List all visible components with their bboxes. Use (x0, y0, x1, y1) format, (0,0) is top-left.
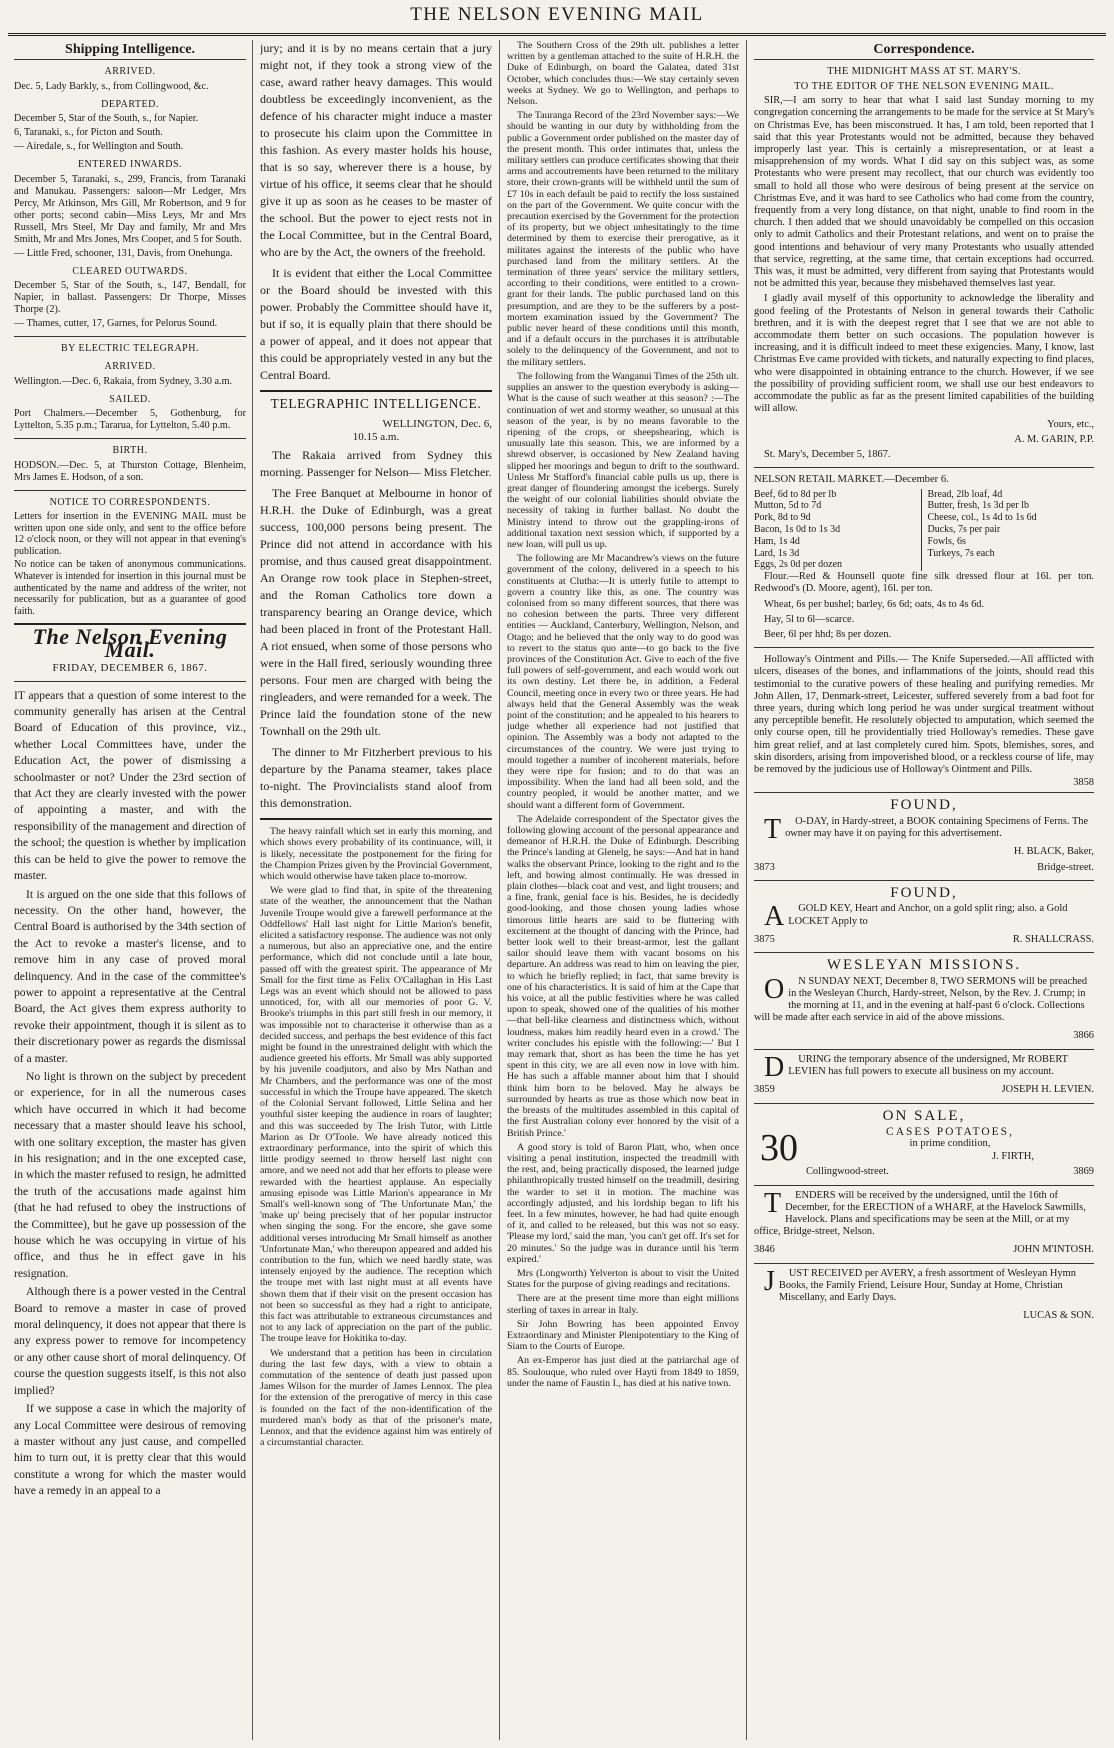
drop-cap: O (764, 973, 785, 1005)
notice-heading: NOTICE TO CORRESPONDENTS. (49, 496, 211, 508)
letter-title: THE MIDNIGHT MASS AT ST. MARY'S. (827, 66, 1021, 78)
avery-advert (754, 1263, 1094, 1329)
news-paragraph: The Adelaide correspondent of the Spectator gives the following glowing account of the personal appearance and demeanor of H.R.H. the Duke of Edinburgh. Describing the Prince's landing at Glenelg, he says:—And hat in hand walks the observant Prince, looking to the right and to the left, and bowing almost continually. He was dressed in plain clothes—black coat and vest, and light trousers; and a fine, frank, genial face is his. Besides, he is decidedly good-looking, and those chosen young ladies whose timorous little hearts are said to be fluttering with excitement at the thought of dancing with the Prince, had better look well to their breast-armor, lest the gallant sailor should leave them with vacant bosoms on his departure. An address was read to him on leaving the pier, to which he briefly replied; in fact, that same brevity is one of his characteristics. It is said of him at the Cape that his voice, at all the public festivities where he was called upon to speak, showed one of the qualities of his mother—that bell-like clearness and distinctness which, without loudness, makes him readily heard even in a crowd.' The writer concludes his epistle with the following:—' But I may remark that, short as has been the time he has yet spent in this city, we are all even now in love with him. He has such a affable manner about him that I should think him born to be beloved. May he always be surrounded by hearts as true as those which now beat in the breasts of the multitudes assembled in this capital of the first Australian colony ever honored by the visit of a British Prince.' (507, 813, 739, 1139)
advert-number: 3869 (1073, 1166, 1094, 1178)
market-item: Bread, 2lb loaf, 4d (927, 488, 1003, 500)
local-notes (260, 826, 492, 1448)
shipping-entry: — Little Fred, schooner, 131, Davis, from Onehunga. (14, 247, 233, 259)
advert-footer (754, 862, 1094, 874)
market-prices-left (754, 489, 921, 572)
arrived-heading: ARRIVED. (104, 361, 156, 373)
shipping-entry: 6, Taranaki, s., for Picton and South. (14, 127, 163, 139)
entered-heading: ENTERED INWARDS. (77, 159, 183, 171)
advert-footer (806, 1166, 1094, 1178)
market-note: Flour.—Red & Hounsell quote fine silk dressed flour at 16l. per ton. Redwood's (D. Moore, agent), 16l. per ton. (754, 571, 1094, 595)
column-2 (260, 40, 492, 1740)
advert-line: CASES POTATOES, (886, 1126, 1014, 1139)
found-key-advert (754, 880, 1094, 952)
advert-title: WESLEYAN MISSIONS. (826, 957, 1022, 974)
market-item: Butter, fresh, 1s 3d per lb (927, 500, 1030, 512)
news-paragraph: A good story is told of Baron Platt, who, when once visiting a penal institution, inspected the treadmill with the rest, and, being practically disposed, the learned judge philanthropically trusted himself on the treadmill, desiring the warder to set it in motion. The machine was accordingly adjusted, and his lordship began to lift his feet. In a few minutes, however, he had had quite enough of it, and called to be released, but this was not so easy. 'Please my lord,' said the man, 'you can't get off. It's set for 20 minutes.' So the judge was in durance until his 'term expired.' (507, 1141, 739, 1265)
top-rule (8, 33, 1106, 36)
shipping-entry: December 5, Star of the South, s., 147, Bendall, for Napier, in ballast. Passengers: Dr Thorpe, Misses Thorpe (2). (14, 280, 246, 316)
market-item: Mutton, 5d to 7d (754, 500, 822, 512)
advert-footer (754, 1310, 1094, 1322)
divider (754, 467, 1094, 468)
advert-body: O-DAY, in Hardy-street, a BOOK containing Specimens of Ferns. The owner may have it on paying for this advertisement. (785, 815, 1089, 839)
paper-title: The Nelson Evening Mail. (32, 624, 228, 662)
divider (14, 336, 246, 337)
advert-text (754, 973, 1094, 1025)
cleared-heading: CLEARED OUTWARDS. (72, 265, 188, 277)
sailed-heading: SAILED. (109, 393, 151, 405)
advert-number: 3873 (754, 861, 775, 873)
big-number: 30 (760, 1127, 798, 1170)
advert-footer (754, 1030, 1094, 1042)
column-divider (746, 40, 747, 1740)
shipping-entry: December 5, Taranaki, s., 299, Francis, from Taranaki and Manukau. Passengers: saloon—Mr Ledger, Mrs Percy, Mr Atkinson, Mrs Gill, Mr Robertson, and 9 for other ports; second cabin—Miss Leys, Mr and Mrs Russell, Mrs Steel, Mr Day and family, Mr and Mrs Smith, Mr and Mrs Jones, Mrs Cooper, and 5 for South. (14, 173, 246, 245)
column-divider (499, 40, 500, 1740)
column-3 (507, 40, 739, 1740)
advert-address: Collingwood-street. (806, 1166, 889, 1178)
leader-paragraph: jury; and it is by no means certain that a jury might not, if they took a strong view of the case, award rather heavy damages. This would doubtless be exceedingly inconvenient, as the defence of his character might induce a master to prosecute his claim upon the Committee in this fashion. As every master holds his house, that is so say, wherever there is a house, by virtue of his office, it seems clear that he should give it up as soon as he ceases to be master of the school. But the power to eject rests not in the Local Committee, but in the Central Board, who are by the Act, the owners of the freehold. (260, 41, 492, 259)
market-item: Cheese, col., 1s 4d to 1s 6d (927, 512, 1037, 524)
news-paragraph: The dinner to Mr Fitzherbert previous to his departure by the Panama steamer, takes place to-night. The Provincialists stand aloof from this demonstration. (260, 745, 492, 811)
leader-paragraph: IT appears that a question of some interest to the community generally has arisen at the Central Board of Education of this province, viz., whether Local Committees have, under the Education Act, the power of dismissing a schoolmaster or not? Under the 23rd section of that Act they are clearly invested with the power of appointing a master, and with the responsibility of the management and direction of the school; the question is whether by implication this can be held to give the power to remove the master. (14, 688, 246, 883)
advert-text (754, 901, 1094, 933)
leader-continued (260, 40, 492, 384)
news-paragraph: The Free Banquet at Melbourne in honor of H.R.H. the Duke of Edinburgh, was a great success, 100,000 persons being present. The Prince did not attend in accordance with his promise, and thus caused great disappointment. An Orange row took place in Stephen-street, and the Roman Catholics tore down a transparency bearing an Orange device, which had been placed in front of the Protestant Hall. A riot ensued, when some of those persons who were in the Hall fired, seriously wounding three persons. Four men are charged with being the ringleaders, and were remanded for a week. The Prince laid the foundation stone of the new Townhall on the 29th ult. (260, 486, 492, 739)
advert-name: J. FIRTH, (991, 1150, 1034, 1162)
market-note: Beer, 6l per hhd; 8s per dozen. (764, 628, 892, 640)
telegraph-dateline: WELLINGTON, Dec. 6, (382, 418, 492, 431)
divider (14, 681, 246, 682)
leader-paragraph: No light is thrown on the subject by precedent or experience, for in all the numerous cases which have occurred in which it had become necessary that a master should leave his school, with one solitary exception, the master has given in his resignation; and in the one excepted case, in which the master refused to resign, he admitted the truth of the accusations made against him (that he had refused to obey the instructions of the Committee), but he gave up possession of the house which he was occupying in virtue of his office, and thus he in effect gave in his resignation. (14, 1069, 246, 1280)
market-item: Beef, 6d to 8d per lb (754, 488, 837, 500)
advert-number: 3858 (1073, 777, 1094, 789)
advert-title: FOUND, (890, 797, 958, 814)
departed-heading: DEPARTED. (101, 98, 159, 110)
letter-place: St. Mary's, December 5, 1867. (764, 448, 891, 460)
news-paragraph: There are at the present time more than eight millions sterling of taxes in arrear in Italy. (507, 1293, 739, 1316)
market-item: Pork, 8d to 9d (754, 512, 811, 524)
advert-body: GOLD KEY, Heart and Anchor, on a gold split ring; also. a Gold LOCKET Apply to (788, 903, 1068, 927)
advert-text (754, 1051, 1094, 1083)
leader-paragraph: It is argued on the one side that this follows of necessity. On the other hand, however, the Central Board is authorised by the 34th section of the Act to revoke a master's license, and to remove him in any case of proved moral delinquency. And in the case of the committee's power to appoint a representative at the Central Board, the Act gives them express authority to revoke their appointment, though it is silent as to their discretionary power as regards the dismissal of a master. (14, 887, 246, 1065)
notice-text: No notice can be taken of anonymous communications. Whatever is intended for insertion in this journal must be authenticated by the name and address of the writer, not necessarily for publication, but as a guarantee of good faith. (14, 559, 246, 617)
news-paragraph: We were glad to find that, in spite of the threatening state of the weather, the announcement that the Nathan Juvenile Troupe would give a farewell performance at the Oddfellows' Hall last night for Little Marion's benefit, elicited a satisfactory response. The audience was not only a numerous, but also an appreciative one, and the entire performance, which did not conclude until a late hour, passed off with the greatest spirit. The appearance of Mr Small for the first time as Felix O'Callaghan in His Last Legs was an event which should not be allowed to pass unnoticed, for, with all our memories of poor G. V. Brooke's triumphs in this part still fresh in our memory, it was impossible not to characterise it otherwise than as a decided success, and perhaps the best evidence of this fact might be found in the unrestrained delight with which the audience greeted his efforts. Mr Small was ably supported by his juvenile coadjutors, and also by Mrs Nathan and Mr Chambers, and the performance was one of the most successful in which the Troupe have appeared. The sketch of the Colonial Servant followed, Little Selina and her youthful sister keeping the audience in roars of laughter; and this was succeeded by The Irish Tutor, with Little Marion as Dr O'Toole. We have already noticed this extraordinary performance, into the spirit of which this little prodigy seemed to throw herself last night con amore, and we need not add that her efforts to please were rewarded with the heartiest applause. An especially amusing episode was Little Marion's appearance in Mr Small's well-known song of 'The Unfortunate Man,' the 'make up' being precisely that of her popular instructor when singing the song. For the encore, she gave some additional verses introducing Mr Small himself as another 'Unfortunate Man,' who thereupon appeared and added his contribution to the fun, which we need hardly state, was intensely enjoyed by the audience. The reception which the troupe met with last night must at all events have shown them that if their visit on the present occasion has not been so successful as they had a right to anticipate, this fact was attributable to extraneous circumstances and not to any lack of appreciation on the part of the public. The troupe leave for Hokitika to-day. (260, 885, 492, 1345)
advert-body: URING the temporary absence of the undersigned, Mr ROBERT LEVIEN has full powers to execute all business on my account. (788, 1053, 1068, 1078)
advert-name: R. SHALLCRASS. (1012, 933, 1094, 945)
drop-cap: T (764, 1187, 782, 1219)
column-divider (252, 40, 253, 1740)
divider (260, 818, 492, 820)
letter-paragraph: SIR,—I am sorry to hear that what I said last Sunday morning to my congregation concerning the arrangements to be made for the service at St Mary's on Christmas Eve, has been misconstrued. It has, I am told, been reported that I said that this year Protestants would not be admitted, because they behaved improperly last year. This is certainly a misrepresentation, or at least a misapprehension of my words. What I did say on this subject was, as some Protestants who were present may recollect, that our church was evidently too small to hold all those who were desirous of being present at the service on Christmas Eve, and it was hard to see Catholics who had come from the country, frequently from a very long distance, on that night, unable to find room in the church. I then added that we should unavoidably be compelled on this occasion only to admit Catholics and their Protestant relations, and went on to praise the good intentions and behaviour of very many Protestants who usually attended that service, regretting, at the same time, that certain exceptions had occurred. This was, it must be admitted, very different from saying that Protestants would not be admitted this year, because they misbehaved themselves last year. (754, 95, 1094, 290)
advert-number: 3866 (1073, 1030, 1094, 1042)
market-item: Turkeys, 7s each (927, 547, 995, 559)
advert-name: H. BLACK, Baker, (1013, 846, 1094, 858)
found-book-advert (754, 792, 1094, 880)
advert-footer (754, 934, 1094, 946)
advert-address: Bridge-street. (1037, 861, 1094, 873)
advert-name: LUCAS & SON. (1023, 1310, 1094, 1322)
market-prices-right (921, 489, 1095, 572)
telegraph-heading: BY ELECTRIC TELEGRAPH. (61, 343, 199, 355)
column-4 (754, 40, 1094, 1740)
letter-addressee: TO THE EDITOR OF THE NELSON EVENING MAIL. (794, 80, 1054, 92)
shipping-entry: — Thames, cutter, 17, Garnes, for Pelorus Sound. (14, 318, 218, 330)
market-title: NELSON RETAIL MARKET.—December 6. (754, 474, 949, 486)
leader-paragraph: It is evident that either the Local Committee or the Board should be invested with this power. Probably the Committee should have it, but if so, it is equally plain that there should be a power of appeal, and it does not appear that this could be appropriately vested in any but the Central Board. (260, 266, 492, 382)
wesleyan-advert (754, 952, 1094, 1049)
levien-advert (754, 1049, 1094, 1103)
advert-text (754, 1187, 1094, 1239)
divider (14, 490, 246, 491)
column-1 (14, 40, 246, 1740)
leader-article (14, 688, 246, 1500)
shipping-entry: Dec. 5, Lady Barkly, s., from Collingwood, &c. (14, 80, 209, 92)
telegraph-time: 10.15 a.m. (352, 430, 400, 443)
market-item: Lard, 1s 3d (754, 547, 800, 559)
masthead: THE NELSON EVENING MAIL (410, 4, 704, 25)
advert-name: JOSEPH H. LEVIEN. (1001, 1084, 1094, 1096)
market-item: Ducks, 7s per pair (927, 523, 1001, 535)
advert-footer (754, 1244, 1094, 1256)
advert-text (754, 813, 1094, 845)
advert-line: in prime condition, (909, 1138, 991, 1150)
advert-text (754, 1265, 1094, 1305)
shipping-entry: Port Chalmers.—December 5, Gothenburg, for Lyttelton, 5.35 p.m.; Tararua, for Lyttelton, 5.40 p.m. (14, 408, 246, 432)
advert-title: FOUND, (890, 884, 958, 901)
drop-cap: T (764, 813, 782, 845)
market-note: Wheat, 6s per bushel; barley, 6s 6d; oats, 4s to 4s 6d. (764, 598, 985, 610)
holloway-advert: Holloway's Ointment and Pills.— The Knife Superseded.—All afflicted with ulcers, diseases of the bones, and inflammations of the joints, should read this testimonial to the curative powers of these healing and purifying remedies. Mr John Allen, 17, Denmark-street, Leicester, suffered severely from a bad foot for three years, during which long period he was under surgical treatment without any perceptible benefit. He resolutely objected to amputation, which seemed the only course open, till he providentially tried Holloway's remedies. These gave him great relief, and at last completely cured him. Spots, blemishes, sores, and skin disorders, arising from impoverished blood, or a reckless course of life, may be removed by the judicious use of Holloway's Ointment and Pills. (754, 654, 1094, 775)
advert-body: UST RECEIVED per AVERY, a fresh assortment of Wesleyan Hymn Books, the Family Friend, Leisure Hour, Sunday at Home, Christian Miscellany, and Early Days. (778, 1267, 1076, 1304)
news-paragraph: The following are Mr Macandrew's views on the future government of the colony, delivered in a speech to his constituents at Clutha:—It is utterly futile to attempt to govern a country like this, as one. The country was colonised from so many different sources, that there was no cohesion between the parts. Three very different entities — Auckland, Canterbury, Wellington, Nelson, and Otago; and he believed that the only way to do good was to revert to the status quo ante—to go back to the five provinces of the Constitution Act. Give to each of the five full powers of self-government, and each would work out its own destiny. Let there be, in addition, a Federal Council, meeting once in every two or three years. He had always held that the General Assembly was the weak point of the constitution; and he appealed to his hearers to judge whether all experience had not justified that opinion. The Assembly was a body not adapted to the circumstances of the country. We were just trying to mould together a number of incoherent materials, before they were ripe for fusion; and to do that was an impossibility. When the land had all been sold, and the country peopled, it would be another matter, and we should want a different form of Government. (507, 553, 739, 811)
advert-body: ENDERS will be received by the undersigned, until the 16th of December, for the ERECTION of a WHARF, at the Havelock Sawmills, Havelock. Plans and specifications may be seen at the Mill, or at my office, Bridge-street, Nelson. (754, 1189, 1086, 1238)
drop-cap: D (764, 1051, 785, 1083)
market-note: Hay, 5l to 6l—scarce. (764, 613, 855, 625)
arrived-heading: ARRIVED. (104, 66, 156, 78)
news-paragraph: Sir John Bowring has been appointed Envoy Extraordinary and Minister Plenipotentiary to the King of Siam to the Courts of Europe. (507, 1318, 739, 1353)
news-paragraph: An ex-Emperor has just died at the patriarchal age of 85. Soulouque, who ruled over Hayti from 1849 to 1859, under the name of Faustin I., has died at his native town. (507, 1355, 739, 1389)
advert-name: JOHN M'INTOSH. (1013, 1244, 1094, 1256)
potatoes-advert (754, 1103, 1094, 1185)
market-prices (754, 489, 1094, 572)
market-item: Eggs, 2s 0d per dozen (754, 559, 843, 571)
news-paragraph: The following from the Wanganui Times of the 25th ult. supplies an answer to the question everybody is asking—What is the cause of such weather at this season? :—The continuation of wet and stormy weather, so unusual at this season of the year, is by no means favorable to the ripening of the crops, or sheepshearing, which is unusually late this season. This, we are informed by a shrewd observer, is occasioned by New Zealand having slipped her moorings and begun to drift to the southward. Unless Mr Stafford's financial cable pulls us up, there is great danger of floundering amongst the icebergs. Surely the weight of our colonial liabilities should obviate the necessity of taking in further ballast. No doubt the Ministry intend to throw out the grappling-irons of additional taxation next session which, if supported by a new loan, will pull us up. (507, 370, 739, 550)
divider (260, 390, 492, 392)
market-item: Ham, 1s 4d (754, 535, 800, 547)
advert-title: ON SALE, (882, 1107, 966, 1124)
news-paragraph: The Rakaia arrived from Sydney this morning. Passenger for Nelson— Miss Fletcher. (260, 448, 492, 480)
correspondence-title: Correspondence. (754, 44, 1094, 60)
shipping-entry: December 5, Star of the South, s., for Napier. (14, 113, 199, 125)
market-item: Fowls, 6s (927, 535, 966, 547)
leader-paragraph: If we suppose a case in which the majority of any Local Committee were desirous of removing a master without any just cause, and compelled him to turn out, it is pretty clear that this would constitute a wrong for which the master would have a remedy in an appeal to a (14, 1402, 246, 1498)
telegraphic-news (260, 447, 492, 812)
leader-paragraph: Although there is a power vested in the Central Board to remove a master in case of proved moral delinquency, it does not appear that there is any express power to remove for incompetency or any other cause short of moral delinquency. Of course the question suggests itself, is this not also implied? (14, 1285, 246, 1397)
news-paragraph: Mrs (Longworth) Yelverton is about to visit the United States for the purpose of giving readings and recitations. (507, 1267, 739, 1291)
news-paragraph: The Tauranga Record of the 23rd November says:—We should be wanting in our duty by withholding from the public a Government order published on the master day of the present month. This order intimates that, unless the military settlers can produce certificates showing that their arms and accoutrements have been returned to the military store, their crown-grants will be withheld until the sum of £7 10s in each default be paid to rectify the loss sustained on the part of the Government. We quite concur with the precaution exercised by the Government for the protection of its property, but we object unhesitatingly to the time determined by them to exercise their prerogative, as it militates against the interests of the public who have purchased land from the military settlers. At the termination of three years' service the military settlers, according to their conditions, were entitled to a crown-grant for their lands. The public purchased land on this presumption, and are they to be the sufferers by a post-mortem examination issued by the Government? The public never heard of these conditions until this month, and if a default occurs in the purchases it is attributable solely to the delinquency of the Government, and not to the military settlers. (507, 110, 739, 368)
birth-heading: BIRTH. (112, 445, 148, 457)
drop-cap: J (764, 1265, 775, 1297)
advert-number: 3859 (754, 1084, 775, 1096)
shipping-entry: — Airedale, s., for Wellington and South. (14, 141, 184, 153)
market-item: Bacon, 1s 0d to 1s 3d (754, 523, 841, 535)
advert-signature (754, 846, 1094, 858)
advert-body: N SUNDAY NEXT, December 8, TWO SERMONS will be preached in the Wesleyan Church, Hardy-street, Nelson, by the Rev. J. Crump; in the morning at 11, and in the evening at half-past 6 o'clock. Collections will be made after each service in aid of the above missions. (754, 975, 1088, 1024)
divider (14, 438, 246, 439)
advert-text (754, 1126, 1094, 1179)
shipping-entry: Wellington.—Dec. 6, Rakaia, from Sydney, 3.30 a.m. (14, 375, 233, 387)
advert-number: 3846 (754, 1244, 775, 1256)
advert-number: 3875 (754, 933, 775, 945)
birth-notice: HODSON.—Dec. 5, at Thurston Cottage, Blenheim, Mrs James E. Hodson, of a son. (14, 459, 246, 483)
drop-cap: A (764, 901, 785, 933)
advert-footer (754, 1084, 1094, 1096)
letter-signer: A. M. GARIN, P.P. (1014, 433, 1094, 445)
letter-paragraph: I gladly avail myself of this opportunity to acknowledge the liberality and good feeling of the Protestants of Nelson in general towards their Catholic brethren, and it is with the deepest regret that I see that we are not able to accommodate them better on such occasions. The population however is increasing, and it is difficult indeed to meet these exigencies. Many, I know, last Christmas Eve came provided with tickets, and naturally expecting to find places, who were disappointed in obtaining entrance to the church. However, if we see the possibility of providing sufficient room, we shall use our best endeavors to accommodate the public as far as the present limited capabilities of the building will allow. (754, 293, 1094, 415)
news-paragraph: We understand that a petition has been in circulation during the last few days, with a view to obtain a commutation of the sentence of death just passed upon James Wilson for the murder of James Lennox. The plea for the extension of the prerogative of mercy in this case is founded on the fact of the non-identification of the murdered man's body as that of the prisoner's mate, Lennox, and that the evidence against him was entirely of a circumstantial character. (260, 1347, 492, 1449)
letter-yours: Yours, etc., (1047, 418, 1094, 430)
news-paragraph: The heavy rainfall which set in early this morning, and which shows every probability of its continuance, will, it is likely, necessitate the postponement for the firing for the Champion Prizes given by the Provincial Government, which would otherwise have taken place to-morrow. (260, 826, 492, 883)
notice-text: Letters for insertion in the EVENING MAIL must be written upon one side only, and sent to the office before 12 o'clock noon, or they will not appear in that evening's publication. (14, 511, 246, 557)
divider (754, 647, 1094, 648)
shipping-title: Shipping Intelligence. (14, 44, 246, 60)
tenders-advert (754, 1185, 1094, 1263)
paper-date: FRIDAY, DECEMBER 6, 1867. (52, 662, 208, 675)
news-paragraph: The Southern Cross of the 29th ult. publishes a letter written by a gentleman attached to the suite of H.R.H. the Duke of Edinburgh, on board the Galatea, dated 31st October, which concludes thus:—We stay certainly seven weeks at Sydney. We go to Wellington, and perhaps to Nelson. (507, 40, 739, 108)
telegraphic-title: TELEGRAPHIC INTELLIGENCE. (270, 396, 482, 411)
